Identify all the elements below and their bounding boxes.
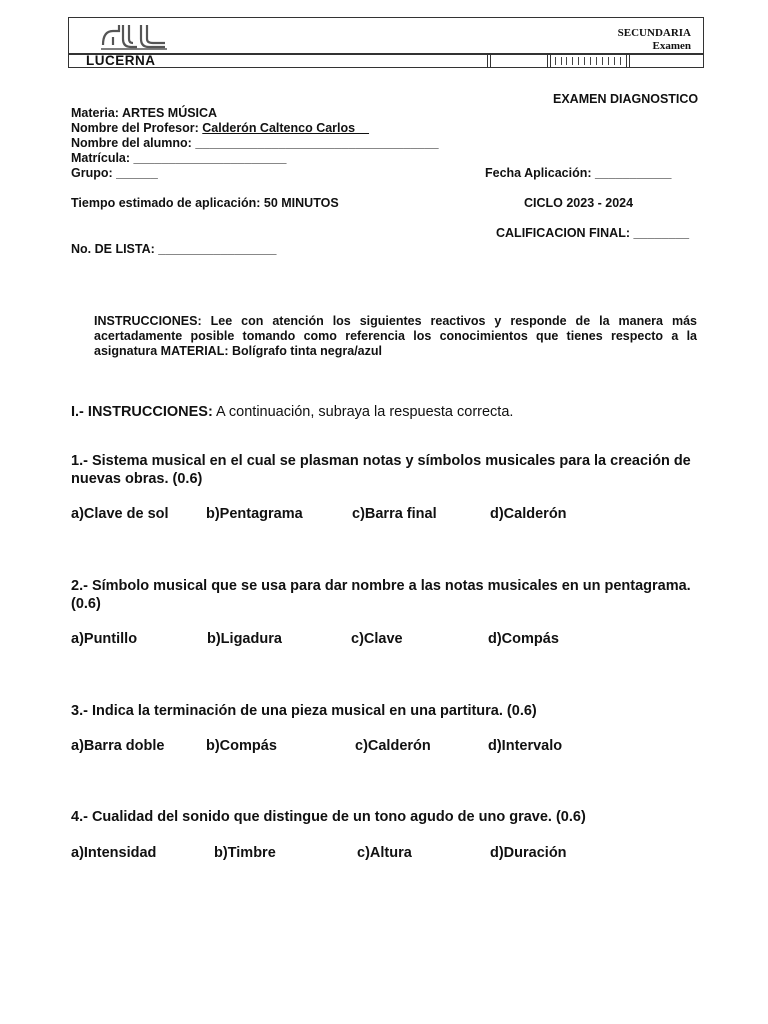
section-1-text: A continuación, subraya la respuesta correcta. xyxy=(212,404,514,420)
header-doc-type: Examen xyxy=(652,40,691,52)
field-profesor-label: Nombre del Profesor: xyxy=(71,121,203,135)
header-box xyxy=(68,17,704,54)
field-tiempo: Tiempo estimado de aplicación: 50 MINUTOS xyxy=(71,196,339,210)
q4-option-a[interactable]: a)Intensidad xyxy=(71,845,157,861)
field-fecha: Fecha Aplicación: ___________ xyxy=(485,166,672,180)
q3-option-b[interactable]: b)Compás xyxy=(206,738,277,754)
field-materia: Materia: ARTES MÚSICA xyxy=(71,106,218,120)
field-profesor xyxy=(71,121,369,135)
section-1-label: I.- INSTRUCCIONES: xyxy=(71,404,213,420)
q2-option-b[interactable]: b)Ligadura xyxy=(207,631,282,647)
q4-option-b[interactable]: b)Timbre xyxy=(214,845,276,861)
general-instructions: INSTRUCCIONES: Lee con atención los siguientes reactivos y responde de la manera más acertadamente posible tomando como referencia los conocimientos que tienes respecto a la asignatura MATERIAL: Bolígrafo tinta negra/azul xyxy=(94,314,697,358)
header-level: SECUNDARIA xyxy=(617,27,691,39)
field-lista: No. DE LISTA: _________________ xyxy=(71,242,277,256)
q3-option-c[interactable]: c)Calderón xyxy=(355,738,431,754)
question-2: 2.- Símbolo musical que se usa para dar nombre a las notas musicales en un pentagrama. (0.6) xyxy=(71,578,691,612)
question-4: 4.- Cualidad del sonido que distingue de un tono agudo de uno grave. (0.6) xyxy=(71,809,586,825)
q2-option-d[interactable]: d)Compás xyxy=(488,631,559,647)
lucerna-logo-icon xyxy=(99,21,169,51)
q3-option-d[interactable]: d)Intervalo xyxy=(488,738,563,754)
q3-option-a[interactable]: a)Barra doble xyxy=(71,738,165,754)
exam-title: EXAMEN DIAGNOSTICO xyxy=(553,92,699,106)
q1-option-a[interactable]: a)Clave de sol xyxy=(71,506,169,522)
section-1-instructions xyxy=(71,404,513,420)
logo-wordmark: LUCERNA xyxy=(86,53,156,68)
q1-option-d[interactable]: d)Calderón xyxy=(490,506,567,522)
field-ciclo: CICLO 2023 - 2024 xyxy=(524,196,634,210)
question-3: 3.- Indica la terminación de una pieza musical en una partitura. (0.6) xyxy=(71,703,537,719)
q4-option-c[interactable]: c)Altura xyxy=(357,845,412,861)
field-grupo: Grupo: ______ xyxy=(71,166,158,180)
q2-option-a[interactable]: a)Puntillo xyxy=(71,631,138,647)
q1-option-b[interactable]: b)Pentagrama xyxy=(206,506,303,522)
q1-option-c[interactable]: c)Barra final xyxy=(352,506,437,522)
field-matricula: Matrícula: ______________________ xyxy=(71,151,287,165)
header-strip xyxy=(68,54,704,68)
q4-option-d[interactable]: d)Duración xyxy=(490,845,567,861)
q2-option-c[interactable]: c)Clave xyxy=(351,631,403,647)
field-alumno: Nombre del alumno: ___________________________________ xyxy=(71,136,439,150)
question-1: 1.- Sistema musical en el cual se plasman notas y símbolos musicales para la creación de nuevas obras. (0.6) xyxy=(71,453,691,487)
document-header xyxy=(68,17,704,68)
field-profesor-value: Calderón Caltenco Carlos__ xyxy=(202,121,369,135)
field-calificacion: CALIFICACION FINAL: ________ xyxy=(496,226,690,240)
